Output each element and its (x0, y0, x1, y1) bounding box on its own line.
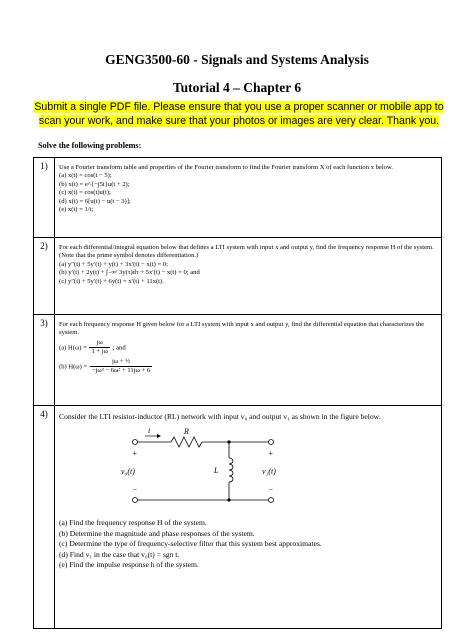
rl-circuit-diagram (99, 428, 319, 512)
document-subtitle: Tutorial 4 – Chapter 6 (172, 80, 302, 95)
problem-number: 2) (34, 238, 55, 315)
problem-body (55, 406, 442, 629)
input-terminal-bottom (133, 498, 138, 503)
problem-item: (b) y′(t) + 2y(t) + ∫₋∞ᵗ 3y(τ)dτ + 5x′(t) − x(t) = 0; and (59, 269, 200, 277)
problem-item: (c) y″(t) + 5y′(t) + 6y(t) = x′(t) + 11x(t). (59, 277, 164, 285)
inductor (229, 458, 233, 482)
problem-item: (a) x(t) = cos(t − 5); (59, 172, 112, 180)
problem-item: (d) Find v₁ in the case that v₀(t) = sgn t. (59, 549, 180, 559)
problem-item: (d) x(t) = 6[u(t) − u(t − 3)]; (59, 197, 131, 205)
fraction (90, 358, 152, 376)
frequency-response-b (59, 358, 436, 376)
input-plus-label: + (132, 449, 138, 459)
inductor-label: L (214, 466, 219, 476)
problem-body (55, 158, 442, 238)
output-terminal-bottom (269, 498, 274, 503)
frequency-response-a (59, 339, 436, 357)
fraction (89, 339, 109, 357)
problem-item: (e) x(t) = 1/t; (59, 206, 94, 214)
equation-lhs: (b) H(ω) = (59, 363, 88, 371)
problem-row-4 (34, 406, 442, 629)
current-arrowhead (157, 434, 161, 438)
output-terminal-top (269, 440, 274, 445)
output-voltage-label: v₁(t) (262, 467, 276, 477)
fraction-numerator: jω (89, 339, 109, 348)
problem-row-1 (34, 158, 442, 238)
problem-intro: For each differential/integral equation below that defines a LTI system with input x and output y, find the frequency response H of the system. (Note that the prime symbol denotes differentiation.) (59, 244, 434, 260)
document-title: GENG3500-60 - Signals and Systems Analysis (105, 52, 369, 67)
submission-notice (34, 100, 444, 128)
solve-label: Solve the following problems: (38, 141, 142, 150)
problem-item: (b) x(t) = e^{−j5t}u(t + 2); (59, 180, 130, 188)
input-minus-label: − (132, 485, 138, 495)
problems-table (33, 157, 442, 629)
problem-item: (c) x(t) = cos(t)u(t); (59, 189, 111, 197)
problem-item: (c) Determine the type of frequency-selective filter that this system best approximates. (59, 539, 322, 549)
resistor-label: R (184, 428, 189, 437)
problem-intro: Use a Fourier transform table and properties of the Fourier transform to find the Fourier transform X of each function x below. (59, 164, 393, 171)
problem-row-3 (34, 315, 442, 406)
resistor (171, 437, 202, 447)
output-plus-label: + (268, 449, 274, 459)
problem-item: (b) Determine the magnitude and phase responses of the system. (59, 528, 255, 538)
input-terminal-top (133, 440, 138, 445)
equation-tail: ; and (112, 344, 126, 352)
fraction-numerator: jω + ½ (90, 358, 152, 367)
output-minus-label: − (268, 485, 274, 495)
submission-notice-text: Submit a single PDF file. Please ensure that you use a proper scanner or mobile app to scan your work, and make sure that your photos or images are very clear. Thank you. (34, 101, 444, 127)
problem-intro: For each frequency response H given below for a LTI system with input x and output y, find the differential equation that characterizes the system. (59, 321, 425, 337)
fraction-denominator: −jω³ − 6ω² + 11jω + 6 (91, 367, 151, 375)
problem-body (55, 315, 442, 406)
problem-item: (e) Find the impulse response h of the system. (59, 560, 199, 570)
problem-intro: Consider the LTI resistor-inductor (RL) network with input v₀ and output v₁ as shown in the figure below. (59, 412, 381, 421)
problem-number: 4) (34, 406, 55, 629)
problem-item: (a) y″(t) + 5y′(t) + y(t) + 3x′(t) − x(t) = 0; (59, 260, 168, 268)
equation-lhs: (a) H(ω) = (59, 344, 87, 352)
problem-number: 1) (34, 158, 55, 238)
fraction-denominator: 1 + jω (91, 348, 108, 356)
problem-body (55, 238, 442, 315)
input-voltage-label: v₀(t) (121, 467, 135, 477)
problem-row-2 (34, 238, 442, 315)
problem-item: (a) Find the frequency response H of the system. (59, 518, 207, 528)
problem-number: 3) (34, 315, 55, 406)
current-label: i (148, 428, 151, 436)
